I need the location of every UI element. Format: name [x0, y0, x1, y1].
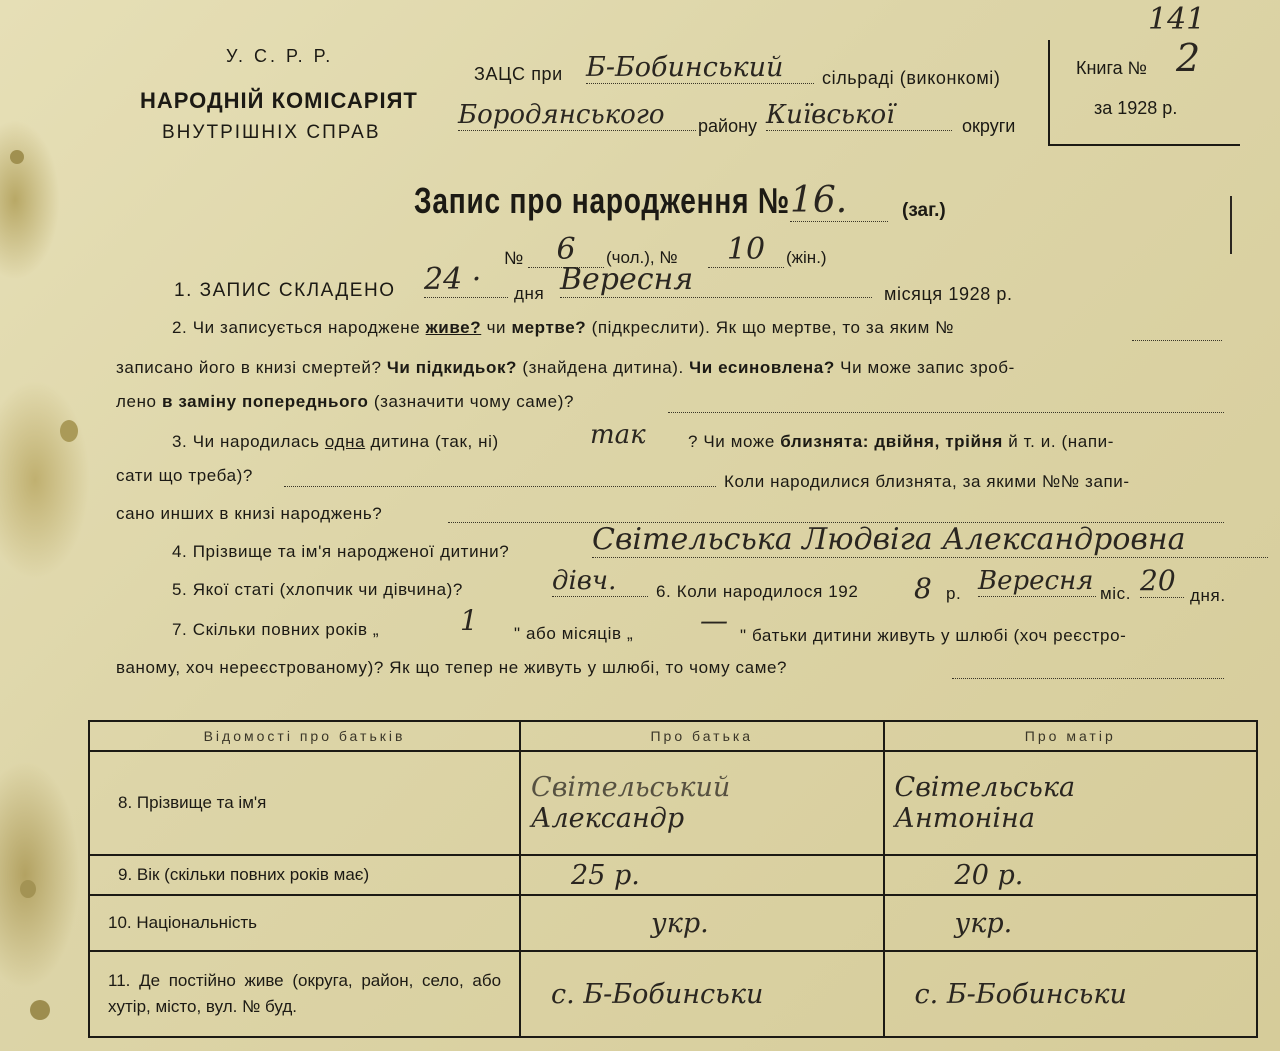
mother-age: 20 р. [884, 855, 1257, 895]
q1-day-label: дня [514, 284, 545, 303]
republic-label: У. С. Р. Р. [226, 46, 334, 66]
q6-day-value: 20 [1140, 564, 1184, 598]
q7-line1-a: 7. Скільки повних років „ [172, 620, 380, 639]
book-label: Книга № [1076, 58, 1147, 78]
paper-stain [0, 380, 90, 580]
q3-line1-rest: ? Чи може близнята: двійня, трійня й т. и. (напи- [688, 432, 1115, 451]
paper-stain [10, 150, 24, 164]
q3-twins-field [284, 484, 716, 487]
row-label-nationality: 10. Національність [89, 895, 520, 951]
q4-child-name: Світельська Людвіга Александровна [592, 522, 1268, 558]
paper-stain [30, 1000, 50, 1020]
header-parents-info: Відомості про батьків [89, 721, 520, 751]
row-label-age: 9. Вік (скільки повних років має) [89, 855, 520, 895]
table-row [89, 751, 1257, 855]
mother-nationality: укр. [884, 895, 1257, 951]
q7-months: — [700, 604, 728, 637]
q5-sex-value: дівч. [552, 566, 648, 597]
sub-no-label: № [504, 248, 524, 268]
row-label-residence: 11. Де постійно живе (округа, район, село, або хутір, місто, вул. № буд. [89, 951, 520, 1037]
q6-year-r: р. [946, 584, 962, 603]
paper-stain [0, 760, 80, 990]
q2-line1: 2. Чи записується народжене живе? чи мертве? (підкреслити). Як що мертве, то за яким № [172, 318, 955, 337]
father-age: 25 р. [520, 855, 884, 895]
q1-month-label: місяця 1928 р. [884, 284, 1013, 304]
q6-label: 6. Коли народилося 192 [656, 582, 859, 601]
paper-stain [0, 120, 60, 280]
q3-line2-a: сати що треба)? [116, 466, 253, 485]
margin-mark [1230, 196, 1232, 254]
q6-month-label: міс. [1100, 584, 1132, 603]
q6-month-value: Вересня [978, 566, 1096, 597]
book-number: 2 [1176, 36, 1201, 80]
mother-residence: с. Б-Бобинськи [884, 951, 1257, 1037]
paper-stain [20, 880, 36, 898]
male-label: (чол.), № [606, 248, 678, 267]
record-title: Запис про народження № [414, 180, 790, 221]
book-box [1048, 40, 1240, 146]
header-father: Про батька [520, 721, 884, 751]
record-suffix: (заг.) [902, 200, 946, 221]
book-year: за 1928 р. [1094, 98, 1178, 118]
ministry-line1: НАРОДНІЙ КОМІСАРІЯТ [140, 88, 418, 113]
paper-stain [60, 420, 78, 442]
q2-reason-field [668, 410, 1224, 413]
male-number: 6 [528, 232, 604, 268]
father-nationality: укр. [520, 895, 884, 951]
ministry-line2: ВНУТРІШНІХ СПРАВ [162, 122, 381, 143]
q3-line1: 3. Чи народилась одна дитина (так, ні) [172, 432, 499, 451]
q2-death-number-field [1132, 338, 1222, 341]
raion-value: Бородянського [458, 100, 696, 131]
father-name: Світельський Александр [520, 751, 884, 855]
q1-label: 1. ЗАПИС СКЛАДЕНО [174, 280, 396, 301]
raion-label: району [698, 116, 758, 136]
q1-month: Вересня [560, 262, 872, 298]
q2-line2: записано його в книзі смертей? Чи підкидьок? (знайдена дитина). Чи есиновлена? Чи може запис зроб- [116, 358, 1015, 377]
q7-line1-c: " батьки дитини живуть у шлюбі (хоч реєстро- [740, 626, 1127, 645]
header-mother: Про матір [884, 721, 1257, 751]
q6-day-label: дня. [1190, 586, 1226, 605]
q3-line3: сано инших в книзі народжень? [116, 504, 383, 523]
q2-line3: лено в заміну попереднього (зазначити чому саме)? [116, 392, 575, 411]
q7-line2: ваному, хоч нереєстрованому)? Як що тепер не живуть у шлюбі, то чому саме? [116, 658, 788, 677]
q1-day: 24 · [424, 262, 508, 298]
page-number: 141 [1148, 2, 1206, 37]
q7-reason-field [952, 676, 1224, 679]
mother-name: Світельська Антоніна [884, 751, 1257, 855]
q3-answer: так [590, 420, 646, 450]
q6-year-digit: 8 [914, 572, 932, 605]
council-suffix: сільраді (виконкомі) [822, 68, 1001, 88]
record-number: 16. [790, 180, 888, 222]
table-header-row [89, 721, 1257, 751]
q4-label: 4. Прізвище та ім'я народженої дитини? [172, 542, 510, 561]
female-label: (жін.) [786, 248, 827, 267]
okruga-label: округи [962, 116, 1016, 136]
row-label-name: 8. Прізвище та ім'я [89, 751, 520, 855]
table-row [89, 951, 1257, 1037]
zags-prefix: ЗАЦС при [474, 64, 563, 84]
q7-years: 1 [460, 604, 478, 637]
okruga-value: Київської [766, 100, 952, 131]
female-number: 10 [708, 232, 784, 268]
table-row [89, 855, 1257, 895]
q7-line1-b: " або місяців „ [514, 624, 634, 643]
q3-line2-b: Коли народилися близнята, за якими №№ запи- [724, 472, 1130, 491]
table-row [89, 895, 1257, 951]
parents-table [88, 720, 1258, 1038]
father-residence: с. Б-Бобинськи [520, 951, 884, 1037]
q5-label: 5. Якої статі (хлопчик чи дівчина)? [172, 580, 463, 599]
zags-value: Б-Бобинський [586, 52, 814, 84]
